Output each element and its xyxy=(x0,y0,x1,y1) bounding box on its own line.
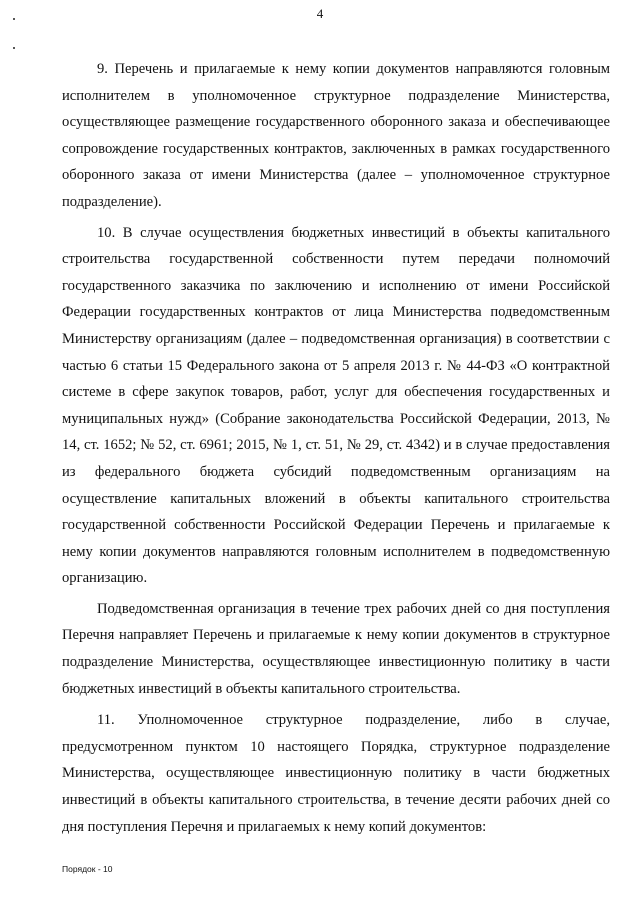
document-body xyxy=(62,56,610,840)
page-number: 4 xyxy=(316,6,324,21)
scan-speck xyxy=(13,47,15,49)
footer-label: Порядок - 10 xyxy=(62,864,113,874)
paragraph-9: 9. Перечень и прилагаемые к нему копии документов направляются головным исполнителем в уполномоченное структурное подразделение Министерства, осуществляющее размещение государственного оборонного заказа и обеспечивающее сопровождение государственных контрактов, заключенных в рамках государственного оборонного заказа от имени Министерства (далее – уполномоченное структурное подразделение). xyxy=(62,61,610,210)
paragraph-11: 11. Уполномоченное структурное подразделение, либо в случае, предусмотренном пунктом 10 настоящего Порядка, структурное подразделение Министерства, осуществляющее инвестиционную политику в части бюджетных инвестиций в объекты капитального строительства, в течение десяти рабочих дней со дня поступления Перечня и прилагаемых к нему копий документов: xyxy=(62,712,610,835)
scan-speck xyxy=(13,18,15,20)
paragraph-10: 10. В случае осуществления бюджетных инвестиций в объекты капитального строительства государственной собственности путем передачи полномочий государственного заказчика по заключению и исполнению от имени Российской Федерации государственных контрактов от лица Министерства подведомственным Министерству организациям (далее – подведомственная организация) в соответствии с частью 6 статьи 15 Федерального закона от 5 апреля 2013 г. № 44-ФЗ «О контрактной системе в сфере закупок товаров, работ, услуг для обеспечения государственных и муниципальных нужд» (Собрание законодательства Российской Федерации, 2013, № 14, ст. 1652; № 52, ст. 6961; 2015, № 1, ст. 51, № 29, ст. 4342) и в случае предоставления из федерального бюджета субсидий подведомственным организациям на осуществление капитальных вложений в объекты капитального строительства государственной собственности Российской Федерации Перечень и прилагаемые к нему копии документов направляются головным исполнителем в подведомственную организацию. xyxy=(62,224,610,587)
paragraph-10-continued: Подведомственная организация в течение трех рабочих дней со дня поступления Перечня направляет Перечень и прилагаемые к нему копии документов в структурное подразделение Министерства, осуществляющее инвестиционную политику в части бюджетных инвестиций в объекты капитального строительства. xyxy=(62,600,610,697)
